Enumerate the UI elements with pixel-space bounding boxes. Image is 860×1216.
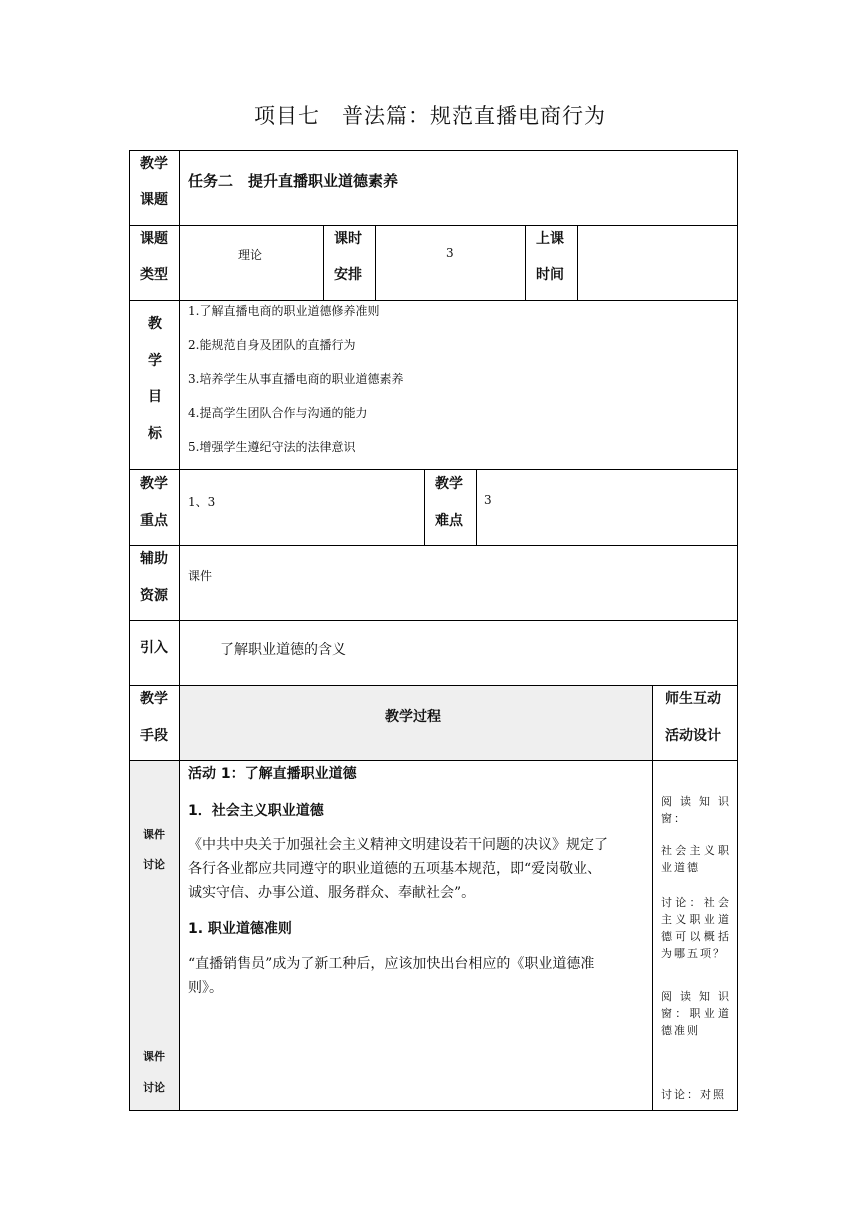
intro-value: 了解职业道德的含义	[220, 642, 346, 658]
paragraph-line: “直播销售员”成为了新工种后，应该加快出台相应的《职业道德准	[188, 956, 595, 972]
section-paragraph	[188, 952, 648, 1000]
section-heading: 1. 职业道德准则	[188, 921, 292, 937]
topic-label-top: 教学	[140, 156, 168, 172]
hours-label-bottom: 安排	[334, 267, 362, 283]
method-label-bottom: 讨论	[143, 858, 165, 871]
objectives-label-2: 学	[148, 353, 162, 369]
method-label-top: 课件	[143, 828, 165, 841]
intro-label: 引入	[140, 640, 168, 656]
method-label-top: 课件	[143, 1050, 165, 1063]
interaction-note: 阅读知识窗：	[661, 795, 731, 825]
objective-item: 4.提高学生团队合作与沟通的能力	[188, 406, 368, 420]
paragraph-line: 诚实守信、办事公道、服务群众、奉献社会”。	[188, 885, 476, 901]
difficulty-label-top: 教学	[435, 476, 463, 492]
interaction-header-top: 师生互动	[665, 691, 721, 707]
resources-value: 课件	[188, 569, 213, 583]
focus-label-top: 教学	[140, 476, 168, 492]
interaction-header-bottom: 活动设计	[665, 728, 721, 744]
objectives-label-1: 教	[148, 316, 162, 332]
interaction-note: 讨论：对照	[661, 1088, 726, 1101]
objectives-label-3: 目	[148, 389, 162, 405]
paragraph-line: 《中共中央关于加强社会主义精神文明建设若干问题的决议》规定了	[188, 837, 608, 853]
paragraph-line: 则》。	[188, 980, 223, 996]
objective-item: 5.增强学生遵纪守法的法律意识	[188, 440, 356, 454]
objective-item: 1.了解直播电商的职业道德修养准则	[188, 304, 380, 318]
activity-title: 活动 1：了解直播职业道德	[188, 766, 357, 782]
method-header-bottom: 手段	[140, 728, 168, 744]
method-header-top: 教学	[140, 691, 168, 707]
method-label-bottom: 讨论	[143, 1081, 165, 1094]
interaction-note: 讨论：社会主义职业道德可以概括为哪五项？	[661, 896, 731, 960]
type-value: 理论	[238, 248, 263, 262]
topic-value: 任务二 提升直播职业道德素养	[188, 172, 399, 190]
difficulty-value: 3	[484, 493, 492, 507]
hours-value: 3	[446, 246, 454, 260]
section-paragraph	[188, 833, 648, 905]
page-title: 项目七 普法篇：规范直播电商行为	[254, 104, 606, 128]
time-label-top: 上课	[536, 231, 564, 247]
difficulty-label-bottom: 难点	[435, 513, 463, 529]
type-label-top: 课题	[140, 231, 168, 247]
focus-value: 1、3	[188, 495, 216, 509]
hours-label-top: 课时	[334, 231, 362, 247]
interaction-note: 阅读知识窗：职业道德准则	[661, 990, 731, 1037]
objectives-label-4: 标	[148, 426, 162, 442]
topic-label-bottom: 课题	[140, 192, 168, 208]
paragraph-line: 各行各业都应共同遵守的职业道德的五项基本规范，即“爱岗敬业、	[188, 861, 602, 877]
resources-label-top: 辅助	[140, 551, 168, 567]
section-heading: 1．社会主义职业道德	[188, 803, 324, 819]
objective-item: 3.培养学生从事直播电商的职业道德素养	[188, 372, 404, 386]
resources-label-bottom: 资源	[140, 588, 168, 604]
objective-item: 2.能规范自身及团队的直播行为	[188, 338, 356, 352]
interaction-note: 社会主义职业道德	[661, 844, 731, 874]
process-header: 教学过程	[385, 709, 441, 725]
time-label-bottom: 时间	[536, 267, 564, 283]
focus-label-bottom: 重点	[140, 513, 168, 529]
type-label-bottom: 类型	[140, 267, 168, 283]
